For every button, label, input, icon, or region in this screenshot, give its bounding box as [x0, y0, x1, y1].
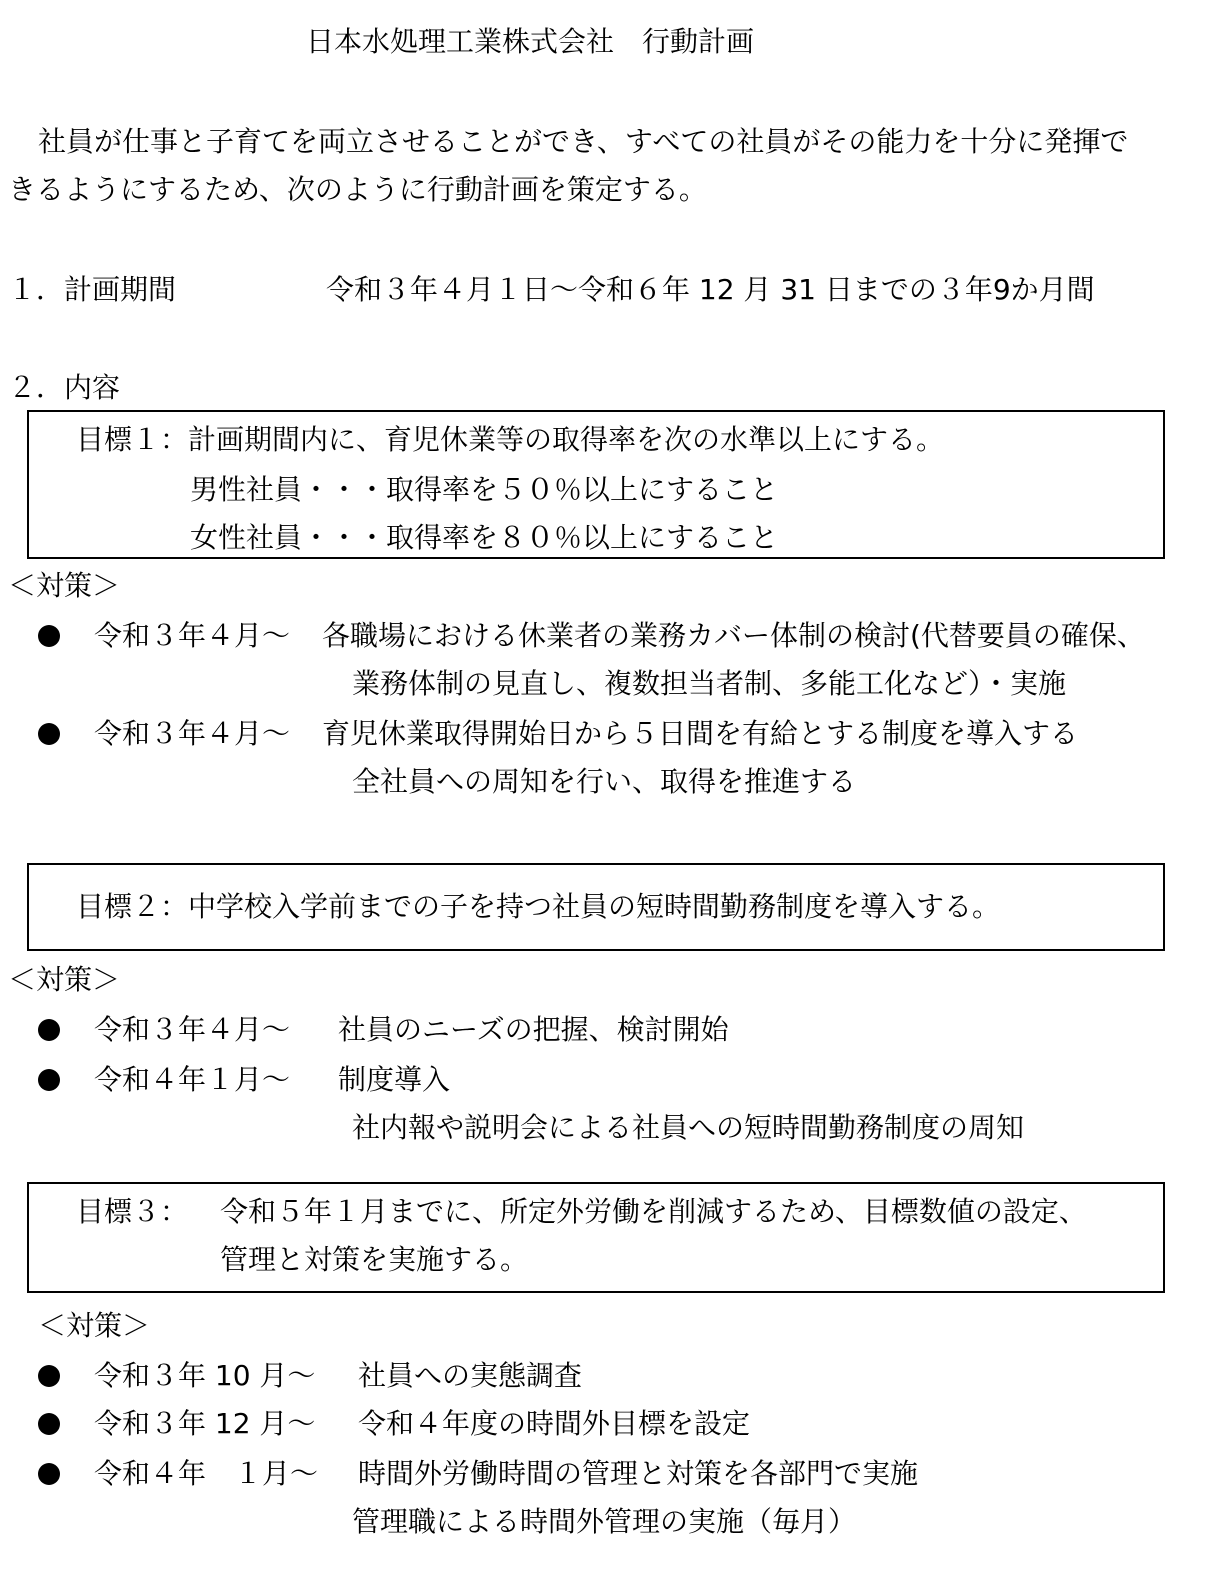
page-title: 日本水処理工業株式会社 行動計画: [306, 25, 755, 58]
goal-3-line-1: 令和５年１月までに、所定外労働を削減するため、目標数値の設定、: [220, 1195, 1087, 1228]
measure-text-continued: 業務体制の見直し、複数担当者制、多能工化など）・実施: [352, 667, 1067, 700]
goal-3-label: 目標３：: [76, 1195, 189, 1228]
goal-2-line-1: 目標２：中学校入学前までの子を持つ社員の短時間勤務制度を導入する。: [76, 890, 1001, 923]
bullet-icon: [38, 723, 60, 745]
bullet-icon: [38, 1069, 60, 1091]
bullet-icon: [38, 1463, 60, 1485]
intro-line-2: きるようにするため、次のように行動計画を策定する。: [8, 173, 707, 206]
measure-text: 時間外労働時間の管理と対策を各部門で実施: [358, 1457, 919, 1490]
bullet-icon: [38, 625, 60, 647]
bullet-icon: [38, 1019, 60, 1041]
goal-1-line-2: 男性社員・・・取得率を５０％以上にすること: [190, 473, 779, 506]
measure-text: 各職場における休業者の業務カバー体制の検討(代替要員の確保、: [322, 619, 1145, 652]
measure-text: 社員のニーズの把握、検討開始: [338, 1013, 729, 1046]
goal-3-line-2: 管理と対策を実施する。: [220, 1243, 529, 1276]
measure-text: 令和４年度の時間外目標を設定: [358, 1407, 751, 1440]
measure-date: 令和３年４月～: [94, 1013, 291, 1046]
measure-text-continued: 管理職による時間外管理の実施（毎月）: [352, 1505, 857, 1538]
goal-1-measures-label: ＜対策＞: [8, 569, 121, 602]
measure-text-continued: 社内報や説明会による社員への短時間勤務制度の周知: [352, 1111, 1025, 1144]
goal-2-measures-label: ＜対策＞: [8, 963, 121, 996]
section-1-heading: １．計画期間: [8, 273, 177, 306]
intro-line-1: 社員が仕事と子育てを両立させることができ、すべての社員がその能力を十分に発揮で: [38, 125, 1129, 158]
measure-text: 制度導入: [338, 1063, 451, 1096]
measure-date: 令和３年４月～: [94, 717, 291, 750]
measure-date: 令和３年４月～: [94, 619, 291, 652]
section-2-heading: ２．内容: [8, 371, 121, 404]
bullet-icon: [38, 1413, 60, 1435]
goal-1-line-1: 目標１：計画期間内に、育児休業等の取得率を次の水準以上にする。: [76, 423, 945, 456]
goal-1-line-3: 女性社員・・・取得率を８０％以上にすること: [190, 521, 779, 554]
bullet-icon: [38, 1365, 60, 1387]
goal-3-measures-label: ＜対策＞: [38, 1309, 151, 1342]
measure-date: 令和３年 12 月～: [94, 1407, 316, 1440]
measure-date: 令和３年 10 月～: [94, 1359, 316, 1392]
measure-text-continued: 全社員への周知を行い、取得を推進する: [352, 765, 857, 798]
measure-text: 社員への実態調査: [358, 1359, 583, 1392]
section-1-value: 令和３年４月１日～令和６年 12 月 31 日までの３年9か月間: [326, 273, 1095, 306]
measure-date: 令和４年 １月～: [94, 1457, 319, 1490]
measure-text: 育児休業取得開始日から５日間を有給とする制度を導入する: [322, 717, 1079, 750]
measure-date: 令和４年１月～: [94, 1063, 291, 1096]
